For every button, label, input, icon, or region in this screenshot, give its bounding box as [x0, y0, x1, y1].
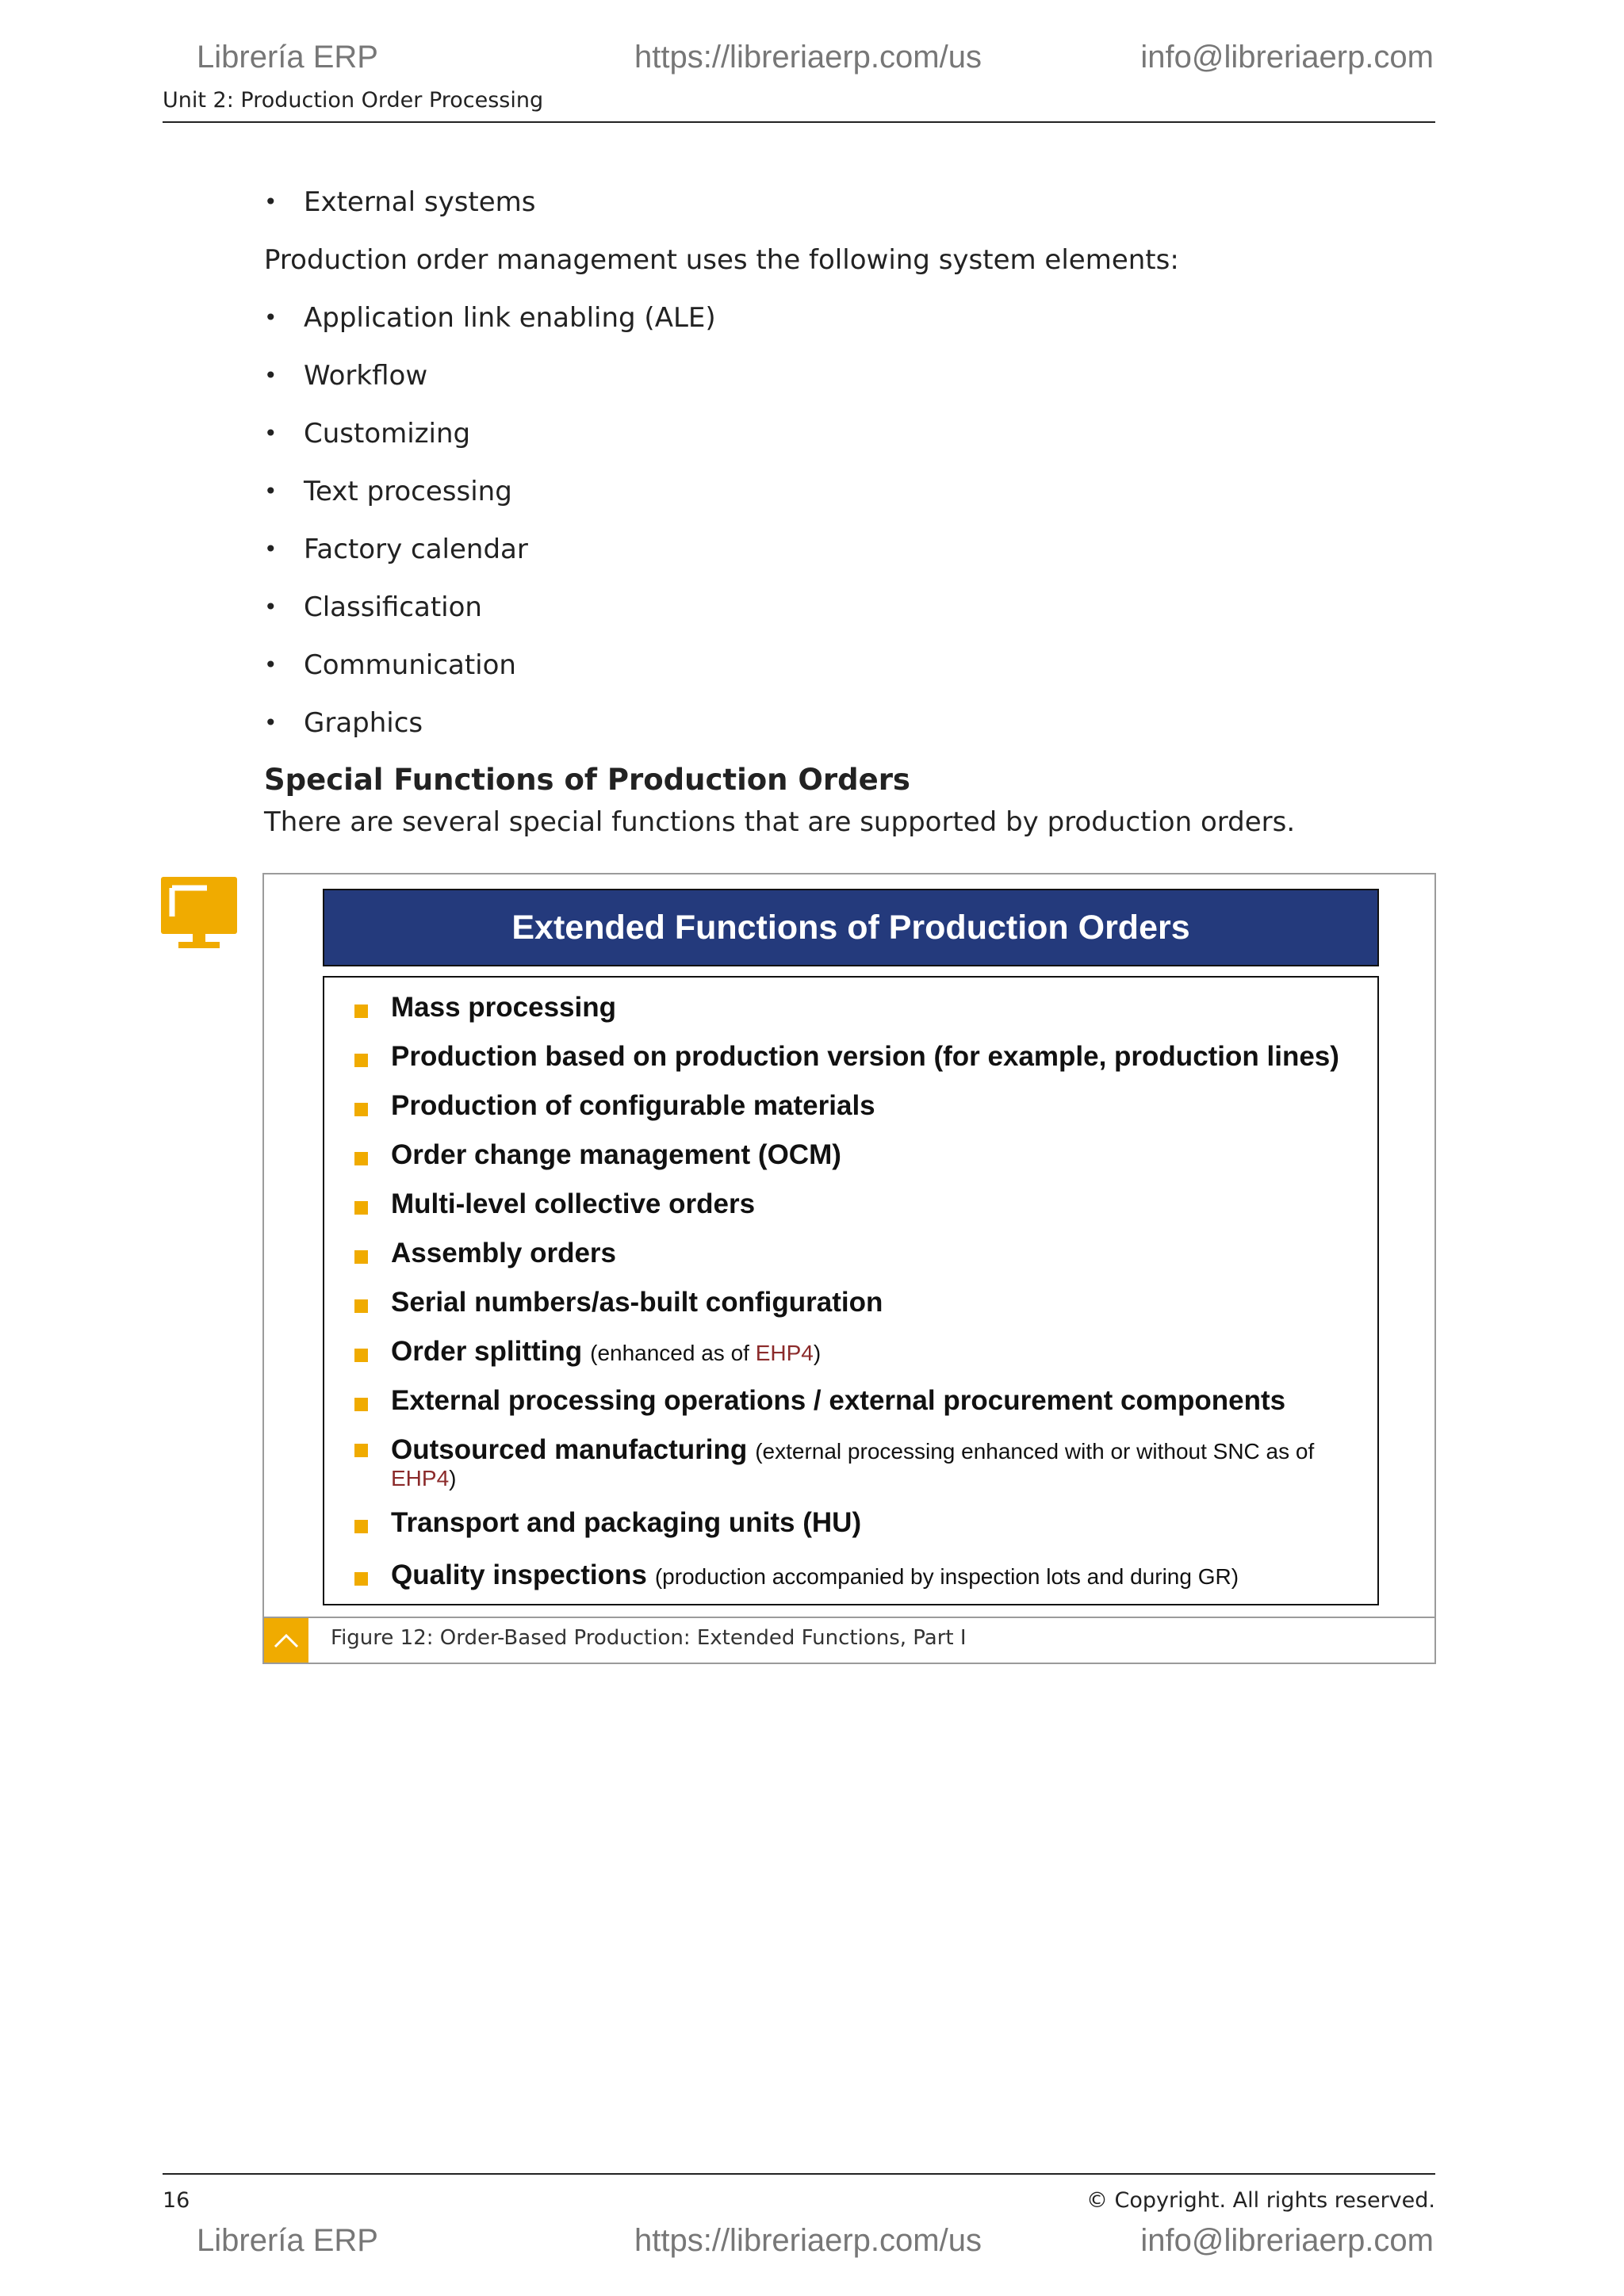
item-note-highlight: EHP4 [391, 1466, 450, 1490]
list-item [324, 1238, 1377, 1287]
list-item [324, 1139, 1377, 1188]
square-bullet-icon [354, 1201, 368, 1215]
section-heading: Special Functions of Production Orders [264, 763, 910, 797]
square-bullet-icon [354, 1444, 368, 1457]
bullet-icon: • [264, 304, 278, 331]
list-item [264, 470, 1435, 528]
item-label: Order splitting [391, 1336, 583, 1367]
bottom-brand-bar [0, 2223, 1624, 2271]
square-bullet-icon [354, 1054, 368, 1067]
brand-email[interactable]: info@libreriaerp.com [1140, 2223, 1434, 2258]
item-label: Production of configurable materials [391, 1090, 875, 1121]
copyright-notice: © Copyright. All rights reserved. [1086, 2188, 1435, 2213]
unit-title: Unit 2: Production Order Processing [163, 88, 544, 113]
square-bullet-icon [354, 1299, 368, 1313]
bullet-icon: • [264, 594, 278, 620]
brand-name: Librería ERP [197, 40, 378, 75]
item-label: Assembly orders [391, 1238, 617, 1269]
list-item [264, 644, 1435, 702]
list-item [324, 1090, 1377, 1139]
item-label: Outsourced manufacturing [391, 1434, 748, 1465]
list-item [324, 992, 1377, 1041]
list-item [324, 1559, 1377, 1609]
square-bullet-icon [354, 1004, 368, 1018]
list-item [264, 297, 1435, 354]
section-intro: There are several special functions that are supported by production orders. [264, 806, 1296, 838]
item-label: Mass processing [391, 992, 616, 1023]
item-label: Quality inspections [391, 1559, 647, 1590]
list-item-label: Workflow [304, 360, 428, 392]
top-brand-bar [0, 40, 1624, 87]
bullet-icon: • [264, 710, 278, 736]
list-item [264, 702, 1435, 760]
list-item-label: Text processing [304, 476, 512, 507]
footer-divider [163, 2173, 1435, 2175]
list-item [324, 1336, 1377, 1385]
list-item [324, 1385, 1377, 1434]
list-item [264, 181, 1435, 239]
square-bullet-icon [354, 1398, 368, 1411]
list-item-label: Classification [304, 591, 482, 623]
list-item [324, 1041, 1377, 1090]
brand-url[interactable]: https://libreriaerp.com/us [634, 2223, 982, 2258]
intro-paragraph: Production order management uses the following system elements: [264, 244, 1179, 276]
figure-caption-bar [264, 1617, 1434, 1663]
bullet-icon: • [264, 478, 278, 504]
list-item [324, 1434, 1377, 1507]
square-bullet-icon [354, 1103, 368, 1116]
item-label: Production based on production version (for example, production lines) [391, 1041, 1339, 1072]
list-item-label: Factory calendar [304, 534, 528, 565]
brand-url[interactable]: https://libreriaerp.com/us [634, 40, 982, 75]
item-note-suffix: ) [449, 1466, 457, 1490]
list-item-label: Application link enabling (ALE) [304, 302, 716, 334]
figure-title: Extended Functions of Production Orders [323, 889, 1379, 966]
item-note: (production accompanied by inspection lots and during GR) [654, 1564, 1239, 1589]
item-note: (external processing enhanced with or without SNC as of [755, 1439, 1315, 1464]
list-item [324, 1188, 1377, 1238]
brand-name: Librería ERP [197, 2223, 378, 2258]
list-item [264, 586, 1435, 644]
page-number: 16 [163, 2188, 190, 2213]
bullet-icon: • [264, 189, 278, 215]
item-note-line2 [391, 1466, 1377, 1491]
item-label: Serial numbers/as-built configuration [391, 1287, 883, 1318]
item-note: (enhanced as of [590, 1341, 756, 1365]
bullet-icon: • [264, 652, 278, 678]
bullet-icon: • [264, 536, 278, 562]
bullet-icon: • [264, 420, 278, 446]
item-note-suffix: ) [813, 1341, 822, 1365]
brand-email[interactable]: info@libreriaerp.com [1140, 40, 1434, 75]
square-bullet-icon [354, 1152, 368, 1165]
square-bullet-icon [354, 1520, 368, 1533]
figure [262, 873, 1436, 1664]
figure-list [323, 976, 1379, 1605]
header-divider [163, 121, 1435, 123]
item-label: Order change management (OCM) [391, 1139, 841, 1170]
item-label: External processing operations / external procurement components [391, 1385, 1286, 1416]
list-item [264, 354, 1435, 412]
item-label: Multi-level collective orders [391, 1188, 756, 1219]
list-item [264, 528, 1435, 586]
figure-caption: Figure 12: Order-Based Production: Extended Functions, Part I [331, 1626, 967, 1650]
bullet-icon: • [264, 362, 278, 388]
item-note-highlight: EHP4 [755, 1341, 814, 1365]
collapse-chevron-icon[interactable] [264, 1618, 308, 1663]
square-bullet-icon [354, 1250, 368, 1264]
monitor-icon [161, 877, 237, 948]
list-item [324, 1287, 1377, 1336]
list-item-label: Communication [304, 649, 516, 681]
list-item-label: Graphics [304, 707, 423, 739]
list-item [324, 1507, 1377, 1559]
list-item [264, 412, 1435, 470]
item-label: Transport and packaging units (HU) [391, 1507, 862, 1538]
square-bullet-icon [354, 1572, 368, 1586]
square-bullet-icon [354, 1349, 368, 1362]
page-body [264, 181, 1435, 844]
list-item-label: External systems [304, 186, 536, 218]
list-item-label: Customizing [304, 418, 471, 450]
